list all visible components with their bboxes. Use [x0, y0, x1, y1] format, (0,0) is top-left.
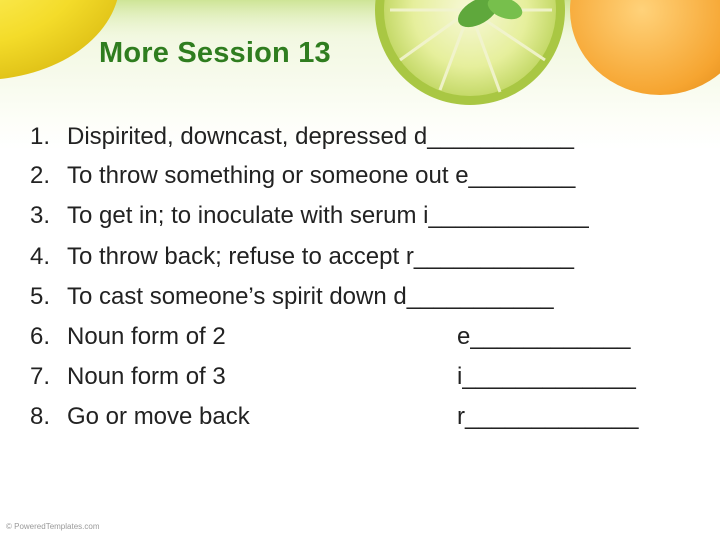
list-item [0, 279, 720, 315]
list-item [0, 319, 720, 355]
list-item [0, 359, 720, 395]
item-text: To throw something or someone out e________ [67, 162, 576, 189]
list-item [0, 119, 720, 155]
footer-credit: © PoweredTemplates.com [6, 522, 100, 531]
item-text: To cast someone’s spirit down d___________ [67, 283, 554, 310]
item-text: Go or move back [67, 403, 250, 430]
item-answer-blank: e____________ [457, 323, 631, 350]
item-number: 5. [29, 283, 50, 310]
item-answer-blank: r_____________ [457, 403, 639, 430]
list-item [0, 239, 720, 275]
item-number: 8. [29, 403, 50, 430]
item-number: 3. [29, 202, 50, 229]
item-text: Dispirited, downcast, depressed d___________ [67, 123, 575, 150]
list-item [0, 158, 720, 194]
list-item [0, 399, 720, 435]
item-text: To throw back; refuse to accept r____________ [67, 243, 574, 270]
item-text: Noun form of 3 [67, 363, 226, 390]
item-number: 7. [29, 363, 50, 390]
slide-title: More Session 13 [99, 37, 331, 69]
item-number: 6. [29, 323, 50, 350]
item-answer-blank: i_____________ [457, 363, 636, 390]
item-text: Noun form of 2 [67, 323, 226, 350]
item-number: 1. [29, 123, 50, 150]
item-number: 2. [29, 162, 50, 189]
item-text: To get in; to inoculate with serum i____________ [67, 202, 589, 229]
list-item [0, 198, 720, 234]
item-number: 4. [29, 243, 50, 270]
